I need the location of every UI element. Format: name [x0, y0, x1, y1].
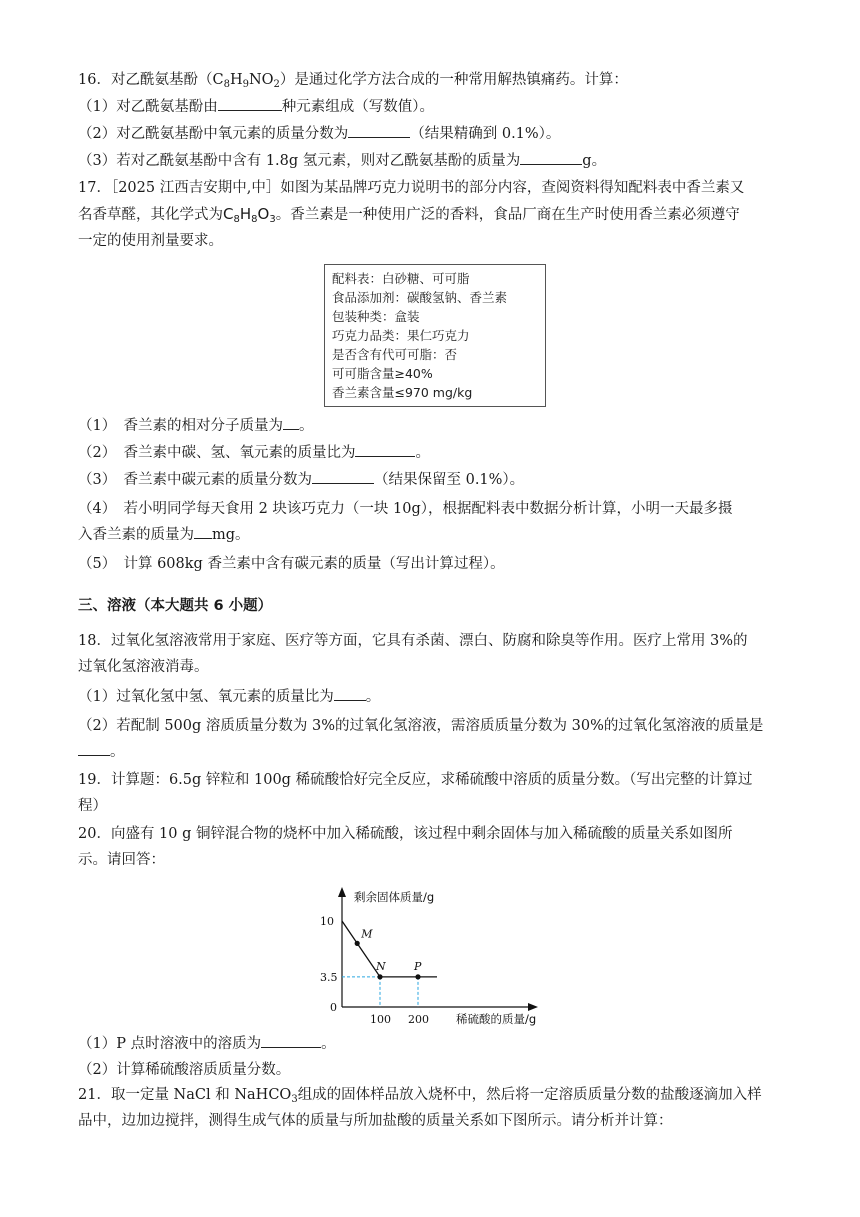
q21-line-2: 品中，边加边搅拌，测得生成气体的质量与所加盐酸的质量关系如下图所示。请分析并计算：: [78, 1113, 673, 1129]
question-19: [78, 767, 798, 819]
data-point: [377, 974, 382, 979]
q20-line-2: 示。请回答：: [78, 852, 165, 868]
answer-blank[interactable]: [334, 686, 366, 701]
residual-solid-chart: [318, 887, 538, 1027]
section-heading: 三、溶液（本大题共 6 小题）: [78, 598, 273, 614]
q20-line-1: 20．向盛有 10 g 铜锌混合物的烧杯中加入稀硫酸，该过程中剩余固体与加入稀硫酸的质量关系如图所: [78, 826, 733, 842]
x-axis-label: 稀硫酸的质量/g: [456, 1012, 537, 1026]
label-line: 香兰素含量≤970 mg/kg: [332, 385, 473, 400]
question-20: [78, 821, 798, 1080]
q16-part-1: （1）对乙酰氨基酚由 种元素组成（写数值）。: [78, 96, 798, 117]
question-17: [78, 175, 798, 574]
q19-line-2: 程）: [78, 798, 107, 814]
origin-label: 0: [330, 1001, 337, 1014]
q16-part-2: （2）对乙酰氨基酚中氧元素的质量分数为 （结果精确到 0.1%）。: [78, 123, 798, 144]
answer-blank[interactable]: [261, 1033, 321, 1048]
data-point: [415, 974, 420, 979]
q18-stem-line-1: 18．过氧化氢溶液常用于家庭、医疗等方面，它具有杀菌、漂白、防腐和除臭等作用。医疗上常用 3%的: [78, 633, 748, 649]
x-tick-label: 200: [408, 1013, 429, 1026]
y-tick-label: 10: [320, 915, 334, 928]
question-16: [78, 70, 798, 171]
label-line: 巧克力品类：果仁巧克力: [332, 328, 470, 343]
y-axis-label: 剩余固体质量/g: [354, 890, 435, 904]
y-axis-arrow: [338, 887, 346, 897]
answer-blank[interactable]: [283, 415, 299, 430]
label-line: 食品添加剂：碳酸氢钠、香兰素: [332, 290, 508, 305]
label-line: 是否含有代可可脂：否: [332, 347, 458, 362]
answer-blank[interactable]: [218, 96, 282, 111]
series-line: [342, 921, 437, 977]
document-page: [78, 70, 798, 1134]
q17-stem-line-2: 名香草醛，其化学式为$C_8H_8O_3$。香兰素是一种使用广泛的香料，食品厂商在生产时使用香兰素必须遵守: [78, 205, 740, 225]
q19-line-1: 19．计算题：6.5g 锌粒和 100g 稀硫酸恰好完全反应，求稀硫酸中溶质的质量分数。（写出完整的计算过: [78, 772, 753, 788]
q18-part-2-line-2: 。: [78, 739, 798, 765]
chocolate-label-box: [324, 264, 546, 407]
q20-part-2: （2）计算稀硫酸溶质质量分数。: [78, 1062, 291, 1078]
q21-line-1: 21．取一定量 NaCl 和 NaHCO$_3$组成的固体样品放入烧杯中，然后将一定溶质质量分数的盐酸逐滴加入样: [78, 1087, 762, 1105]
q18-part-2-line-1: （2）若配制 500g 溶质质量分数为 3%的过氧化氢溶液，需溶质质量分数为 30%的过氧化氢溶液的质量是: [78, 718, 764, 734]
answer-blank[interactable]: [78, 741, 110, 756]
q16-part-3: （3）若对乙酰氨基酚中含有 1.8g 氢元素，则对乙酰氨基酚的质量为 g。: [78, 150, 798, 171]
q17-stem-line-3: 一定的使用剂量要求。: [78, 233, 223, 249]
q17-part-4-line-2: 入香兰素的质量为 mg。: [78, 522, 798, 548]
x-tick-label: 100: [370, 1013, 391, 1026]
q16-formula: $C_8H_9NO_2$: [212, 72, 280, 90]
point-label: P: [414, 959, 422, 973]
label-line: 配料表：白砂糖、可可脂: [332, 271, 470, 286]
answer-blank[interactable]: [348, 123, 410, 138]
answer-blank[interactable]: [520, 150, 582, 165]
q18-part-1: （1）过氧化氢中氢、氧元素的质量比为 。: [78, 686, 798, 707]
q17-part-4-line-1: （4） 若小明同学每天食用 2 块该巧克力（一块 10g），根据配料表中数据分析计算，小明一天最多摄: [78, 501, 733, 517]
answer-blank[interactable]: [312, 469, 374, 484]
q17-part-2: （2） 香兰素中碳、氢、氧元素的质量比为 。: [78, 442, 798, 463]
q16-stem: 16．对乙酰氨基酚$(C_8H_9NO_2)$是通过化学方法合成的一种常用解热镇痛药。计算：: [78, 72, 628, 90]
q17-part-1: （1） 香兰素的相对分子质量为 。: [78, 415, 798, 436]
answer-blank[interactable]: [355, 442, 415, 457]
point-label: M: [361, 927, 373, 941]
y-tick-label: 3.5: [320, 970, 338, 984]
q17-stem-line-1: 17．［2025 江西吉安期中,中］如图为某品牌巧克力说明书的部分内容，查阅资料得知配料表中香兰素又: [78, 180, 745, 196]
question-18: [78, 628, 798, 765]
q18-stem-line-2: 过氧化氢溶液消毒。: [78, 659, 209, 675]
point-label: N: [376, 959, 386, 973]
q20-part-1: （1）P 点时溶液中的溶质为 。: [78, 1033, 798, 1054]
question-21: [78, 1082, 798, 1134]
q17-formula: $C_8H_8O_3$: [223, 205, 276, 225]
label-line: 包装种类：盒装: [332, 309, 420, 324]
data-point: [355, 941, 360, 946]
q17-part-5: （5） 计算 608kg 香兰素中含有碳元素的质量（写出计算过程）。: [78, 556, 505, 572]
label-line: 可可脂含量≥40%: [332, 366, 433, 381]
answer-blank[interactable]: [194, 524, 212, 539]
q17-part-3: （3） 香兰素中碳元素的质量分数为 （结果保留至 0.1%）。: [78, 469, 798, 490]
x-axis-arrow: [528, 1003, 538, 1011]
